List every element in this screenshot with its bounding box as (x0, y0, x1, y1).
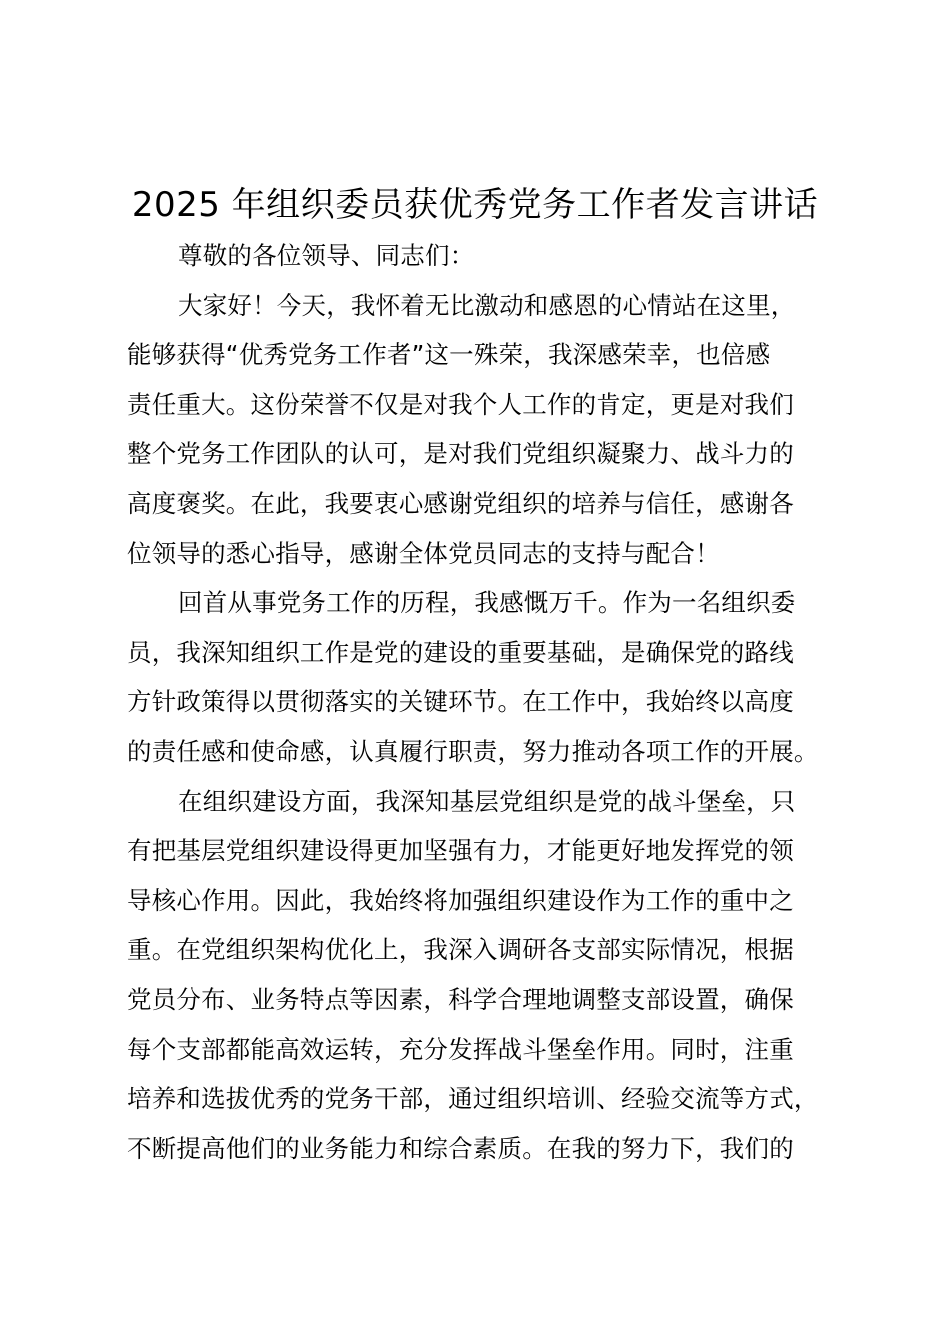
paragraph-1-line-4: 整个党务工作团队的认可，是对我们党组织凝聚力、战斗力的 (127, 439, 794, 469)
document-body (127, 231, 857, 1173)
paragraph-3-line-3: 导核心作用。因此，我始终将加强组织建设作为工作的重中之 (127, 885, 794, 915)
paragraph-3-line-2: 有把基层党组织建设得更加坚强有力，才能更好地发挥党的领 (127, 836, 794, 866)
paragraph-3-line-7: 培养和选拔优秀的党务干部，通过组织培训、经验交流等方式， (127, 1084, 819, 1114)
paragraph-1-line-1: 大家好！今天，我怀着无比激动和感恩的心情站在这里， (178, 290, 796, 320)
paragraph-2-line-2: 员，我深知组织工作是党的建设的重要基础，是确保党的路线 (127, 637, 794, 667)
paragraph-2-line-1: 回首从事党务工作的历程，我感慨万千。作为一名组织委 (178, 588, 796, 618)
paragraph-3-line-5: 党员分布、业务特点等因素，科学合理地调整支部设置，确保 (127, 984, 794, 1014)
paragraph-2-line-3: 方针政策得以贯彻落实的关键环节。在工作中，我始终以高度 (127, 687, 794, 717)
paragraph-3-line-8: 不断提高他们的业务能力和综合素质。在我的努力下，我们的 (127, 1133, 794, 1163)
document-title: 2025 年组织委员获优秀党务工作者发言讲话 (131, 185, 819, 225)
paragraph-1-line-2: 能够获得“优秀党务工作者”这一殊荣，我深感荣幸，也倍感 (127, 340, 771, 370)
paragraph-3-line-6: 每个支部都能高效运转，充分发挥战斗堡垒作用。同时，注重 (127, 1034, 794, 1064)
paragraph-1-line-3: 责任重大。这份荣誉不仅是对我个人工作的肯定，更是对我们 (127, 389, 794, 419)
paragraph-3-line-1: 在组织建设方面，我深知基层党组织是党的战斗堡垒，只 (178, 786, 796, 816)
paragraph-1-line-5: 高度褒奖。在此，我要衷心感谢党组织的培养与信任，感谢各 (127, 488, 794, 518)
paragraph-2-line-4: 的责任感和使命感，认真履行职责，努力推动各项工作的开展。 (127, 736, 819, 766)
paragraph-3-line-4: 重。在党组织架构优化上，我深入调研各支部实际情况，根据 (127, 935, 794, 965)
paragraph-1-line-6: 位领导的悉心指导，感谢全体党员同志的支持与配合！ (127, 538, 720, 568)
salutation-line: 尊敬的各位领导、同志们： (178, 241, 475, 270)
